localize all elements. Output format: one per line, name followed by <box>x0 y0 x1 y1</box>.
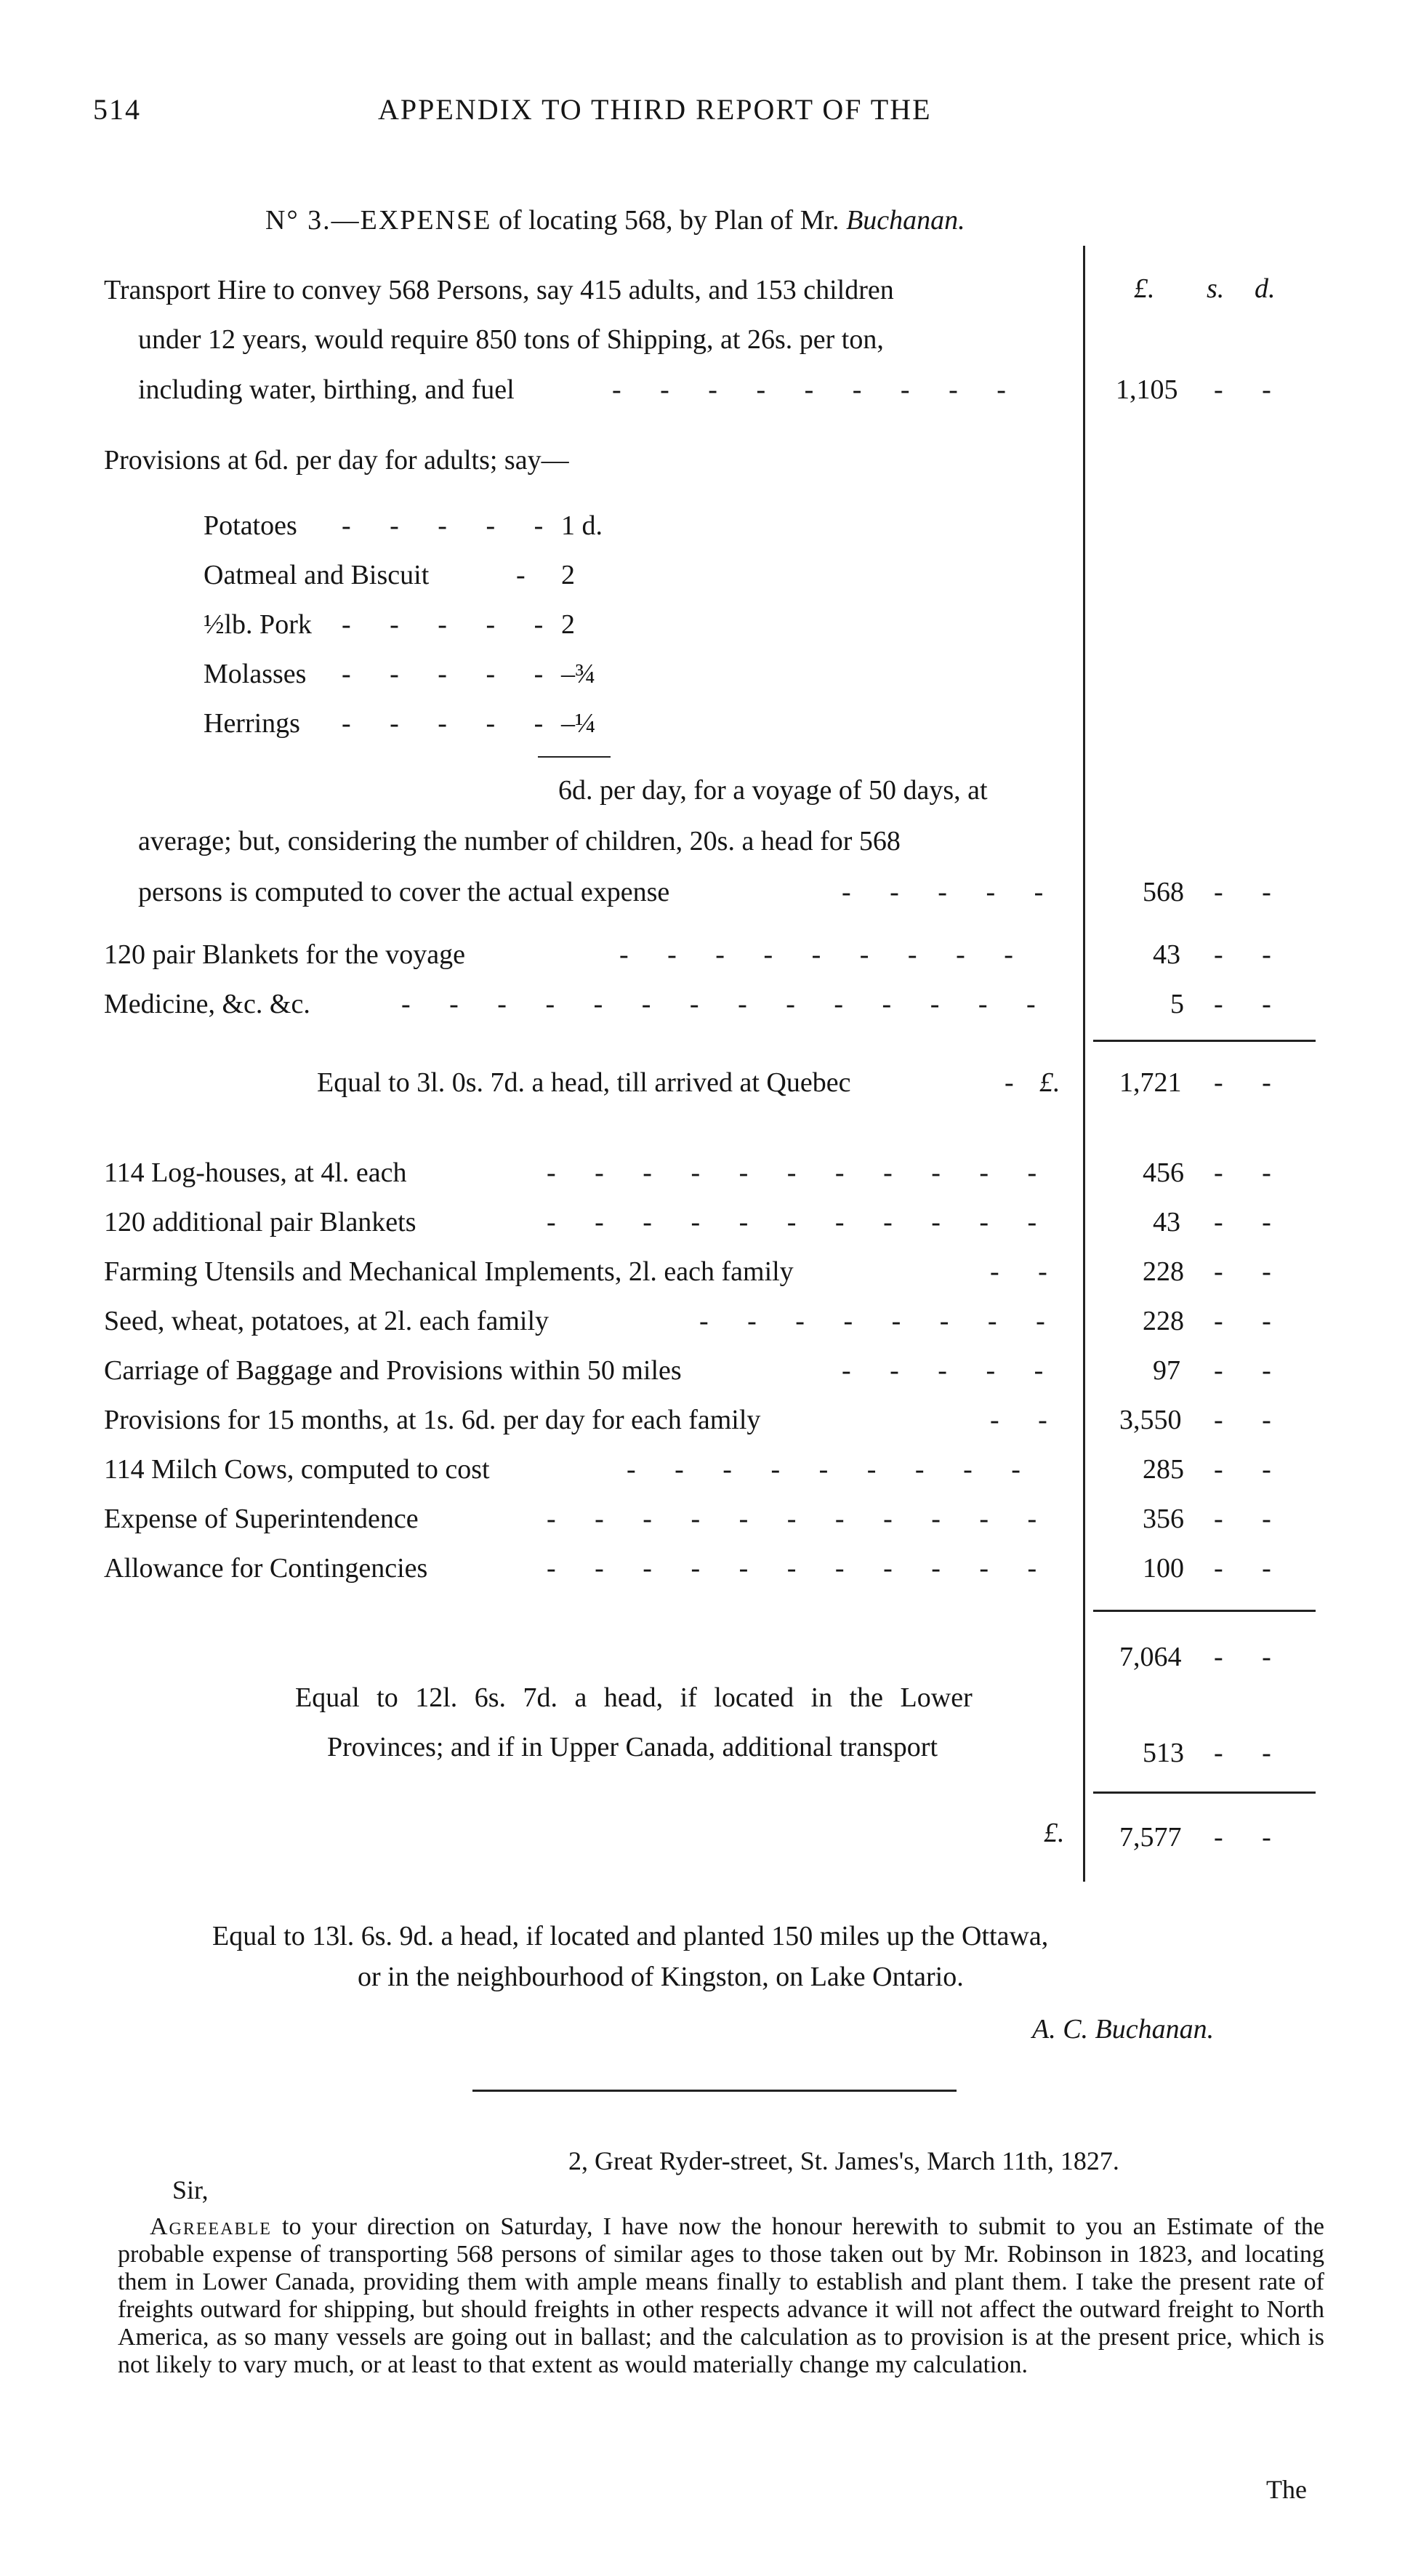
subtotal-quebec-currency: £. <box>1039 1067 1060 1098</box>
settlement-item-amount: 100 <box>1143 1553 1184 1584</box>
nil-marks: - - <box>1214 1504 1287 1534</box>
nil-marks: - - <box>1214 1738 1287 1768</box>
subtotal-lower-line-2: Provinces; and if in Upper Canada, additional transport <box>327 1732 938 1762</box>
nil-marks: - - <box>1214 1157 1287 1188</box>
subtotal-lower-amount: 7,064 <box>1119 1642 1182 1672</box>
provision-item-value: 2 <box>561 609 575 640</box>
voyage-item-amount: 43 <box>1153 939 1180 970</box>
nil-marks: - - <box>1214 374 1287 405</box>
settlement-item-amount: 97 <box>1153 1355 1180 1386</box>
leader-dots: - - - - - - - - - - - <box>547 1157 1053 1188</box>
settlement-item-amount: 228 <box>1143 1256 1184 1287</box>
provision-item-value: 2 <box>561 560 575 590</box>
nil-marks: - - <box>1214 1822 1287 1853</box>
settlement-item-label: Seed, wheat, potatoes, at 2l. each family <box>104 1306 550 1336</box>
nil-marks: - - <box>1214 1355 1287 1386</box>
leader-dots: - - - - - <box>342 609 560 640</box>
table-title-prefix: N° 3.—EXPENSE <box>265 205 492 236</box>
settlement-item-label: Provisions for 15 months, at 1s. 6d. per day for each family <box>104 1405 761 1435</box>
provisions-sum-rule <box>538 756 611 758</box>
closing-signature: A. C. Buchanan. <box>1032 2014 1215 2045</box>
voyage-item-label: 120 pair Blankets for the voyage <box>104 939 466 970</box>
settlement-item-label: Expense of Superintendence <box>104 1504 419 1534</box>
table-title <box>265 206 965 234</box>
settlement-item-amount: 3,550 <box>1119 1405 1182 1435</box>
leader-dots: - - - - - - - - - <box>612 374 1022 405</box>
settlement-item-label: 114 Milch Cows, computed to cost <box>104 1454 490 1485</box>
catchword: The <box>1266 2475 1307 2504</box>
nil-marks: - - <box>1214 1207 1287 1237</box>
leader-dots: - - - - - <box>342 708 560 739</box>
provisions-summary-line-1: 6d. per day, for a voyage of 50 days, at <box>558 775 988 806</box>
closing-note-line-2: or in the neighbourhood of Kingston, on Lake Ontario. <box>358 1962 964 1992</box>
nil-marks: - - <box>1214 1256 1287 1287</box>
nil-marks: - - <box>1214 877 1287 907</box>
currency-header-shillings: s. <box>1207 273 1225 304</box>
leader-dots: - - <box>990 1256 1063 1287</box>
table-title-main: of locating 568, by Plan of Mr. <box>498 205 840 236</box>
provision-item-label: Herrings <box>204 708 300 739</box>
nil-marks: - - <box>1214 1454 1287 1485</box>
provision-item-value: –¼ <box>561 708 596 739</box>
nil-marks: - - <box>1214 1306 1287 1336</box>
upper-canada-transport-amount: 513 <box>1143 1738 1184 1768</box>
nil-marks: - - <box>1214 1553 1287 1584</box>
subtotal-quebec-label: Equal to 3l. 0s. 7d. a head, till arrived at Quebec <box>317 1067 851 1098</box>
currency-header-pounds: £. <box>1134 273 1155 304</box>
running-title: APPENDIX TO THIRD REPORT OF THE <box>378 93 932 126</box>
settlement-item-amount: 43 <box>1153 1207 1180 1237</box>
letter-body-text: to your direction on Saturday, I have now the honour herewith to submit to you an Estimate of the probable expense of transporting 568 persons of similar ages to those taken out by Mr. Robinson in 1823, and locating them in Lower Canada, providing them with ample means finally to establish and plant them. I take the present rate of freights outward for shipping, but should freights in other respects advance it will not affect the outward freight to North America, as so many vessels are going out in ballast; and the calculation as to provision is at the present price, which is not likely to vary much, or at least to that extent as would materially change my calculation. <box>118 2213 1325 2379</box>
letter-body <box>118 2213 1324 2379</box>
grand-total-currency: £. <box>1044 1818 1065 1848</box>
table-title-name: Buchanan. <box>846 205 965 236</box>
transport-line-1: Transport Hire to convey 568 Persons, say 415 adults, and 153 children <box>104 275 894 305</box>
section-divider <box>472 2090 957 2092</box>
settlement-item-amount: 285 <box>1143 1454 1184 1485</box>
leader-dots: - - - - - - - - - - - <box>547 1553 1053 1584</box>
letter-address: 2, Great Ryder-street, St. James's, March 11th, 1827. <box>568 2146 1119 2175</box>
subtotal-rule <box>1093 1610 1316 1612</box>
total-rule <box>1093 1791 1316 1794</box>
provisions-amount: 568 <box>1143 877 1184 907</box>
subtotal-quebec-amount: 1,721 <box>1119 1067 1182 1098</box>
grand-total-amount: 7,577 <box>1119 1822 1182 1853</box>
settlement-item-label: Allowance for Contingencies <box>104 1553 428 1584</box>
settlement-item-amount: 456 <box>1143 1157 1184 1188</box>
voyage-item-label: Medicine, &c. &c. <box>104 989 310 1019</box>
provision-item-label: Potatoes <box>204 510 297 541</box>
voyage-item-amount: 5 <box>1170 989 1184 1019</box>
settlement-item-amount: 228 <box>1143 1306 1184 1336</box>
settlement-item-label: 114 Log-houses, at 4l. each <box>104 1157 407 1188</box>
leader-dots: - <box>1005 1067 1014 1098</box>
provisions-summary-line-2: average; but, considering the number of children, 20s. a head for 568 <box>138 826 901 856</box>
leader-dots: - - - - - - - - - <box>627 1454 1036 1485</box>
transport-line-2: under 12 years, would require 850 tons of Shipping, at 26s. per ton, <box>138 324 884 355</box>
nil-marks: - - <box>1214 939 1287 970</box>
provision-item-value: 1 d. <box>561 510 603 541</box>
leader-dots: - <box>516 560 542 590</box>
leader-dots: - - - - - <box>342 659 560 689</box>
subtotal-lower-line-1: Equal to 12l. 6s. 7d. a head, if located in the Lower <box>295 1682 973 1713</box>
provisions-heading: Provisions at 6d. per day for adults; say— <box>104 445 569 476</box>
subtotal-rule <box>1093 1040 1316 1042</box>
letter-first-word: Agreeable <box>150 2213 272 2240</box>
provisions-summary-line-3: persons is computed to cover the actual expense <box>138 877 670 907</box>
settlement-item-amount: 356 <box>1143 1504 1184 1534</box>
currency-header-pence: d. <box>1255 273 1276 304</box>
leader-dots: - - - - - - - - - - - - - - <box>401 989 1052 1019</box>
closing-note-line-1: Equal to 13l. 6s. 9d. a head, if located and planted 150 miles up the Ottawa, <box>212 1921 1049 1951</box>
settlement-item-label: Farming Utensils and Mechanical Implements, 2l. each family <box>104 1256 794 1287</box>
transport-line-3: including water, birthing, and fuel <box>138 374 515 405</box>
leader-dots: - - - - - <box>342 510 560 541</box>
provision-item-label: Oatmeal and Biscuit <box>204 560 430 590</box>
provision-item-label: ½lb. Pork <box>204 609 312 640</box>
nil-marks: - - <box>1214 1067 1287 1098</box>
settlement-item-label: 120 additional pair Blankets <box>104 1207 416 1237</box>
leader-dots: - - - - - - - - <box>699 1306 1061 1336</box>
leader-dots: - - <box>990 1405 1063 1435</box>
page-number: 514 <box>93 93 141 126</box>
amount-column-rule <box>1083 246 1085 1882</box>
leader-dots: - - - - - <box>842 1355 1060 1386</box>
provision-item-label: Molasses <box>204 659 307 689</box>
nil-marks: - - <box>1214 1642 1287 1672</box>
leader-dots: - - - - - - - - - - - <box>547 1207 1053 1237</box>
nil-marks: - - <box>1214 1405 1287 1435</box>
settlement-item-label: Carriage of Baggage and Provisions within 50 miles <box>104 1355 682 1386</box>
transport-amount: 1,105 <box>1116 374 1178 405</box>
nil-marks: - - <box>1214 989 1287 1019</box>
provision-item-value: –¾ <box>561 659 596 689</box>
letter-salutation: Sir, <box>172 2175 209 2204</box>
leader-dots: - - - - - - - - - <box>619 939 1029 970</box>
leader-dots: - - - - - <box>842 877 1060 907</box>
leader-dots: - - - - - - - - - - - <box>547 1504 1053 1534</box>
